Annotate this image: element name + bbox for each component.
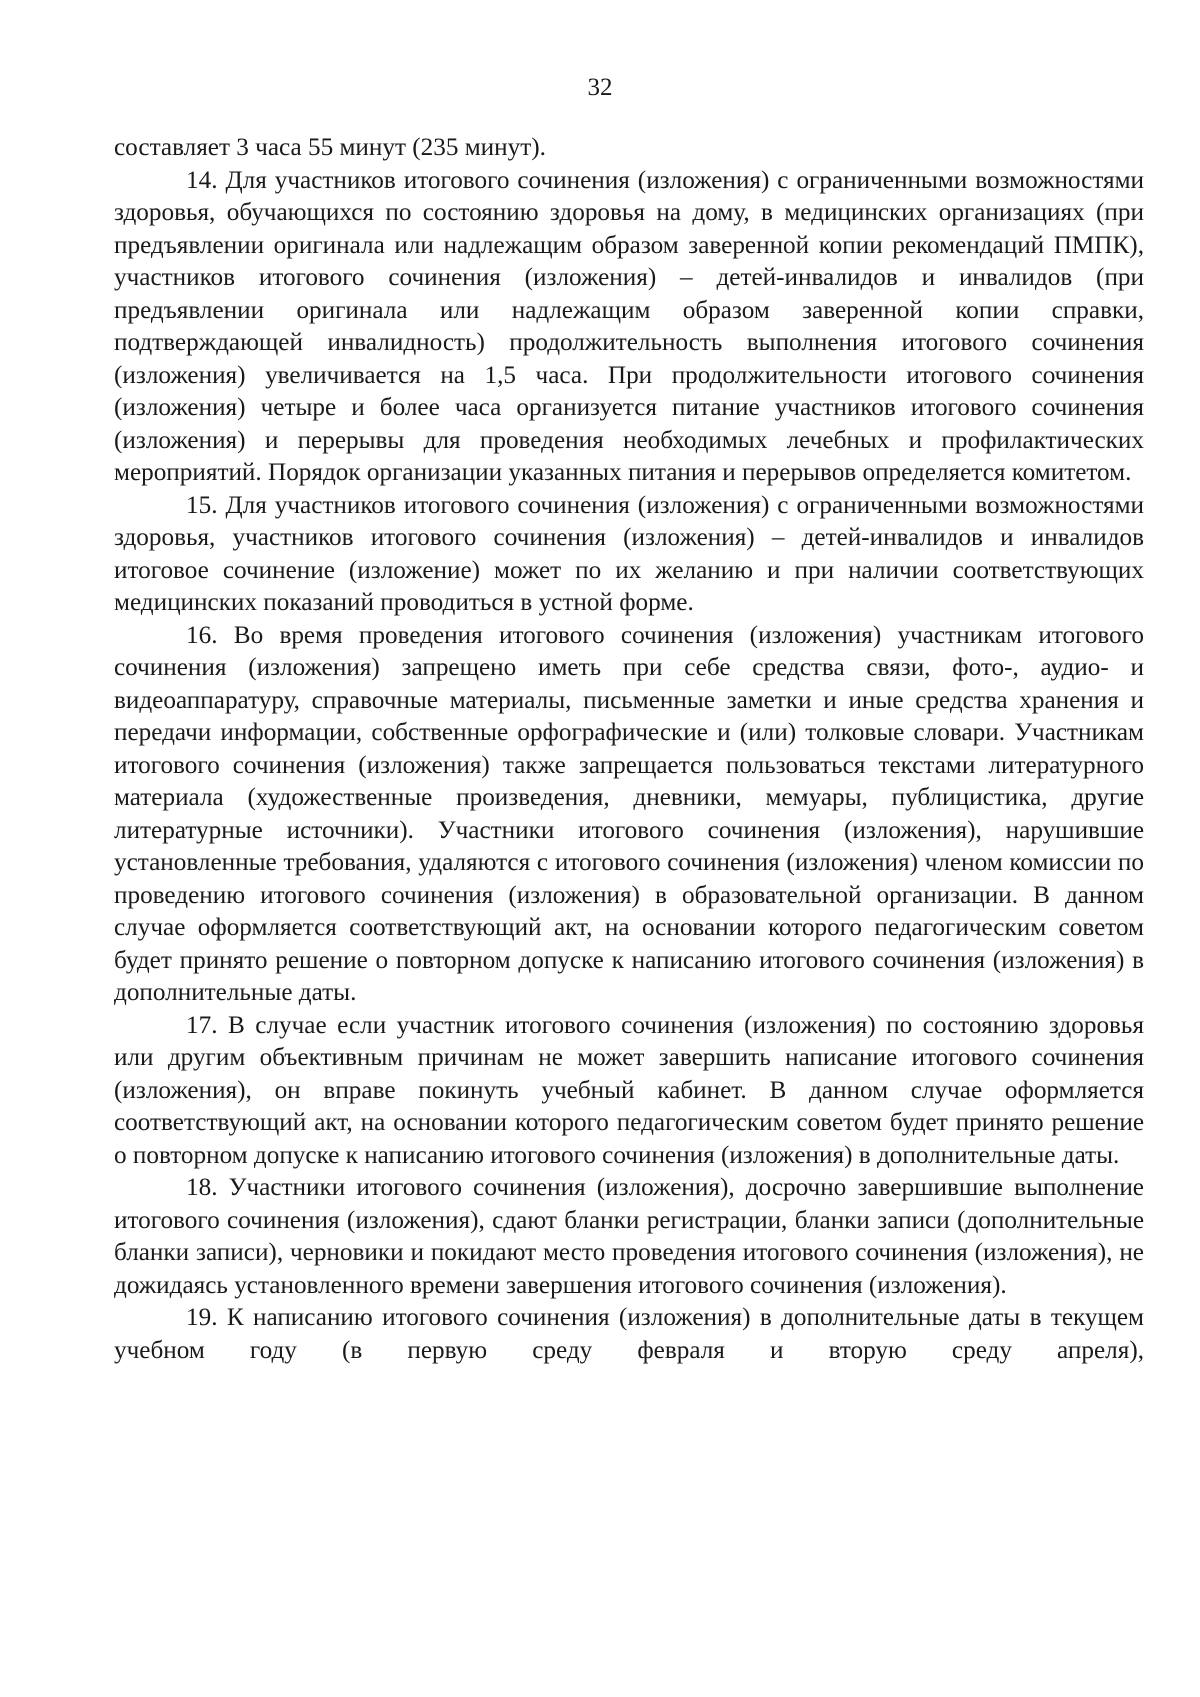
paragraph-item-16: 16. Во время проведения итогового сочинения (изложения) участникам итогового сочинения (изложения) запрещено иметь при себе средства связи, фото-, аудио- и видеоаппаратуру, справочные материалы, письменные заметки и иные средства хранения и передачи информации, собственные орфографические и (или) толковые словари. Участникам итогового сочинения (изложения) также запрещается пользоваться текстами литературного материала (художественные произведения, дневники, мемуары, публицистика, другие литературные источники). Участники итогового сочинения (изложения), нарушившие установленные требования, удаляются с итогового сочинения (изложения) членом комиссии по проведению итогового сочинения (изложения) в образовательной организации. В данном случае оформляется соответствующий акт, на основании которого педагогическим советом будет принято решение о повторном допуске к написанию итогового сочинения (изложения) в дополнительные даты. bbox=[114, 621, 1144, 1006]
paragraph-item-18: 18. Участники итогового сочинения (изложения), досрочно завершившие выполнение итогового сочинения (изложения), сдают бланки регистрации, бланки записи (дополнительные бланки записи), черновики и покидают место проведения итогового сочинения (изложения), не дожидаясь установленного времени завершения итогового сочинения (изложения). bbox=[114, 1174, 1144, 1299]
paragraph-item-14: 14. Для участников итогового сочинения (изложения) с ограниченными возможностями здоровья, обучающихся по состоянию здоровья на дому, в медицинских организациях (при предъявлении оригинала или надлежащим образом заверенной копии рекомендаций ПМПК), участников итогового сочинения (изложения) – детей-инвалидов и инвалидов (при предъявлении оригинала или надлежащим образом заверенной копии справки, подтверждающей инвалидность) продолжительность выполнения итогового сочинения (изложения) увеличивается на 1,5 часа. При продолжительности итогового сочинения (изложения) четыре и более часа организуется питание участников итогового сочинения (изложения) и перерывы для проведения необходимых лечебных и профилактических мероприятий. Порядок организации указанных питания и перерывов определяется комитетом. bbox=[114, 166, 1144, 486]
document-body bbox=[114, 132, 1144, 1367]
paragraph-item-19: 19. К написанию итогового сочинения (изложения) в дополнительные даты в текущем учебном году (в первую среду февраля и вторую среду апреля), bbox=[114, 1304, 1144, 1364]
page-number: 32 bbox=[587, 74, 613, 101]
paragraph-item-17: 17. В случае если участник итогового сочинения (изложения) по состоянию здоровья или другим объективным причинам не может завершить написание итогового сочинения (изложения), он вправе покинуть учебный кабинет. В данном случае оформляется соответствующий акт, на основании которого педагогическим советом будет принято решение о повторном допуске к написанию итогового сочинения (изложения) в дополнительные даты. bbox=[114, 1011, 1144, 1169]
paragraph-item-15: 15. Для участников итогового сочинения (изложения) с ограниченными возможностями здоровья, участников итогового сочинения (изложения) – детей-инвалидов и инвалидов итоговое сочинение (изложение) может по их желанию и при наличии соответствующих медицинских показаний проводиться в устной форме. bbox=[114, 491, 1144, 616]
paragraph-continuation: составляет 3 часа 55 минут (235 минут). bbox=[114, 134, 546, 161]
